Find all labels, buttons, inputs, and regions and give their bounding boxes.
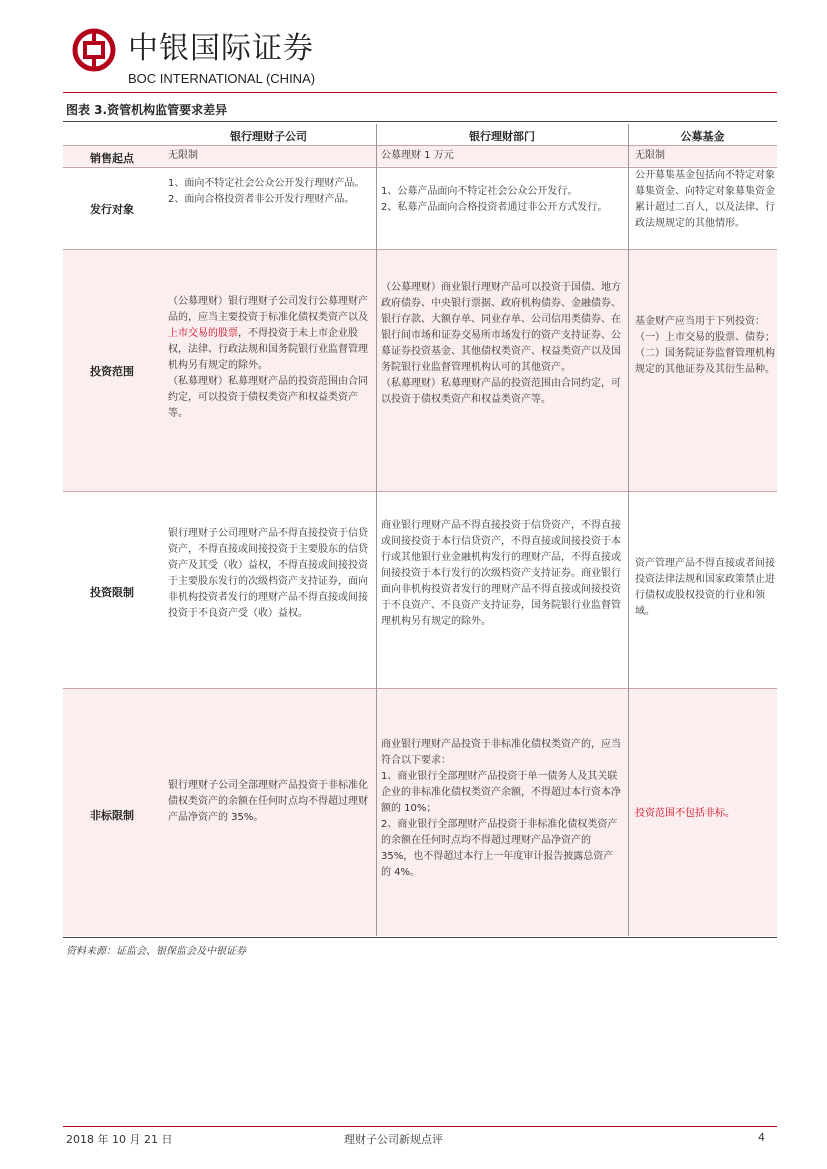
cell-text-part: （公募理财）银行理财子公司发行公募理财产品的，应当主要投资于标准化债权类资产以及 [168,296,368,323]
cell-text: 商业银行理财产品不得直接投资于信贷资产，不得直接或间接投资于本行信贷资产，不得直接或间接投资于本行或其他银行业金融机构发行的理财产品，不得直接或间接投资于本行发行的次级档资产支持证券。商业银行面向非机构投资者发行的理财产品不得直接或间接投资于不良资产、不良资产支持证券，国务院银行业监督管理机构另有规定的除外。 [381,520,621,627]
cell-text-highlight: 投资范围不包括非标。 [635,808,735,819]
table-row [63,689,777,936]
column-header-bank-subsidiary: 银行理财子公司 [230,130,307,143]
row-label-non-standard-restriction: 非标限制 [90,809,134,822]
cell-text: 1、公募产品面向不特定社会公众公开发行。 2、私募产品面向合格投资者通过非公开方式发行。 [381,186,608,213]
cell-text [168,294,368,422]
page-number: 4 [758,1131,765,1144]
cell-text: （公募理财）商业银行理财产品可以投资于国债、地方政府债券、中央银行票据、政府机构债券、金融债券、银行存款、大额存单、同业存单、公司信用类债券、在银行间市场和证券交易所市场发行的资产支持证券、公募证券投资基金、其他债权类资产、权益类资产以及国务院银行业监督管理机构认可的其他资产。 （私募理财）私募理财产品的投资范围由合同约定，可以投资于债权类资产和权益类资产等。 [381,282,621,405]
figure-title: 图表 3.资管机构监管要求差异 [66,103,228,117]
row-label-sales-threshold: 销售起点 [90,152,134,165]
cell-text: 银行理财子公司理财产品不得直接投资于信贷资产，不得直接或间接投资于主要股东的信贷资产及其受（收）益权，不得直接或间接投资于主要股东发行的次级档资产支持证券，面向非机构投资者发行的理财产品不得直接或间接投资于不良资产受（收）益权。 [168,528,368,619]
cell-text: 无限制 [168,150,198,161]
boc-logo-icon [72,28,116,72]
highlighted-text: 上市交易的股票 [168,328,238,339]
cell-text: 银行理财子公司全部理财产品投资于非标准化债权类资产的余额在任何时点均不得超过理财产品净资产的 35%。 [168,780,368,823]
row-label-issue-target: 发行对象 [90,203,134,216]
footer-date: 2018 年 10 月 21 日 [66,1133,173,1146]
table-row [63,250,777,492]
cell-text-part: ，不得投资于未上市企业股权，法律、行政法规和国务院银行业监督管理机构另有规定的除外。 （私募理财）私募理财产品的投资范围由合同约定，可以投资于债权类资产和权益类资产等。 [168,328,368,419]
table-row [63,146,777,166]
column-header-public-fund: 公募基金 [680,130,725,143]
row-label-investment-restriction: 投资限制 [90,586,134,599]
table-top-rule [63,121,777,122]
cell-text: 公募理财 1 万元 [381,150,454,161]
cell-text: 基金财产应当用于下列投资： （一）上市交易的股票、债券； （二）国务院证券监督管理机构规定的其他证券及其衍生品种。 [635,316,775,375]
column-divider [628,124,629,936]
cell-text: 商业银行理财产品投资于非标准化债权类资产的，应当符合以下要求： 1、商业银行全部理财产品投资于单一债务人及其关联企业的非标准化债权类资产余额，不得超过本行资本净额的 10%； 2、商业银行全部理财产品投资于非标准化债权类资产的余额在任何时点均不得超过理财产品净资产的 35%，也不得超过本行上一年度审计报告披露总资产的 4%。 [381,739,621,878]
table-row [63,168,777,250]
footer-report-title: 理财子公司新规点评 [344,1133,443,1146]
table-bottom-rule [63,937,777,938]
header-divider [63,92,777,93]
row-label-investment-scope: 投资范围 [90,365,134,378]
column-header-bank-department: 银行理财部门 [469,130,535,143]
cell-text: 1、面向不特定社会公众公开发行理财产品。 2、面向合格投资者非公开发行理财产品。 [168,178,365,205]
cell-text: 资产管理产品不得直接或者间接投资法律法规和国家政策禁止进行债权或股权投资的行业和领域。 [635,558,775,617]
source-note: 资料来源：证监会、银保监会及中银证券 [66,946,246,957]
cell-text: 无限制 [635,150,665,161]
brand-name-chinese: 中银国际证券 [128,31,314,66]
column-divider [376,124,377,936]
table-row [63,492,777,688]
footer-divider [63,1126,777,1127]
cell-text: 公开募集基金包括向不特定对象募集资金、向特定对象募集资金累计超过二百人，以及法律、行政法规规定的其他情形。 [635,170,775,229]
brand-name-english: BOC INTERNATIONAL (CHINA) [128,71,316,86]
